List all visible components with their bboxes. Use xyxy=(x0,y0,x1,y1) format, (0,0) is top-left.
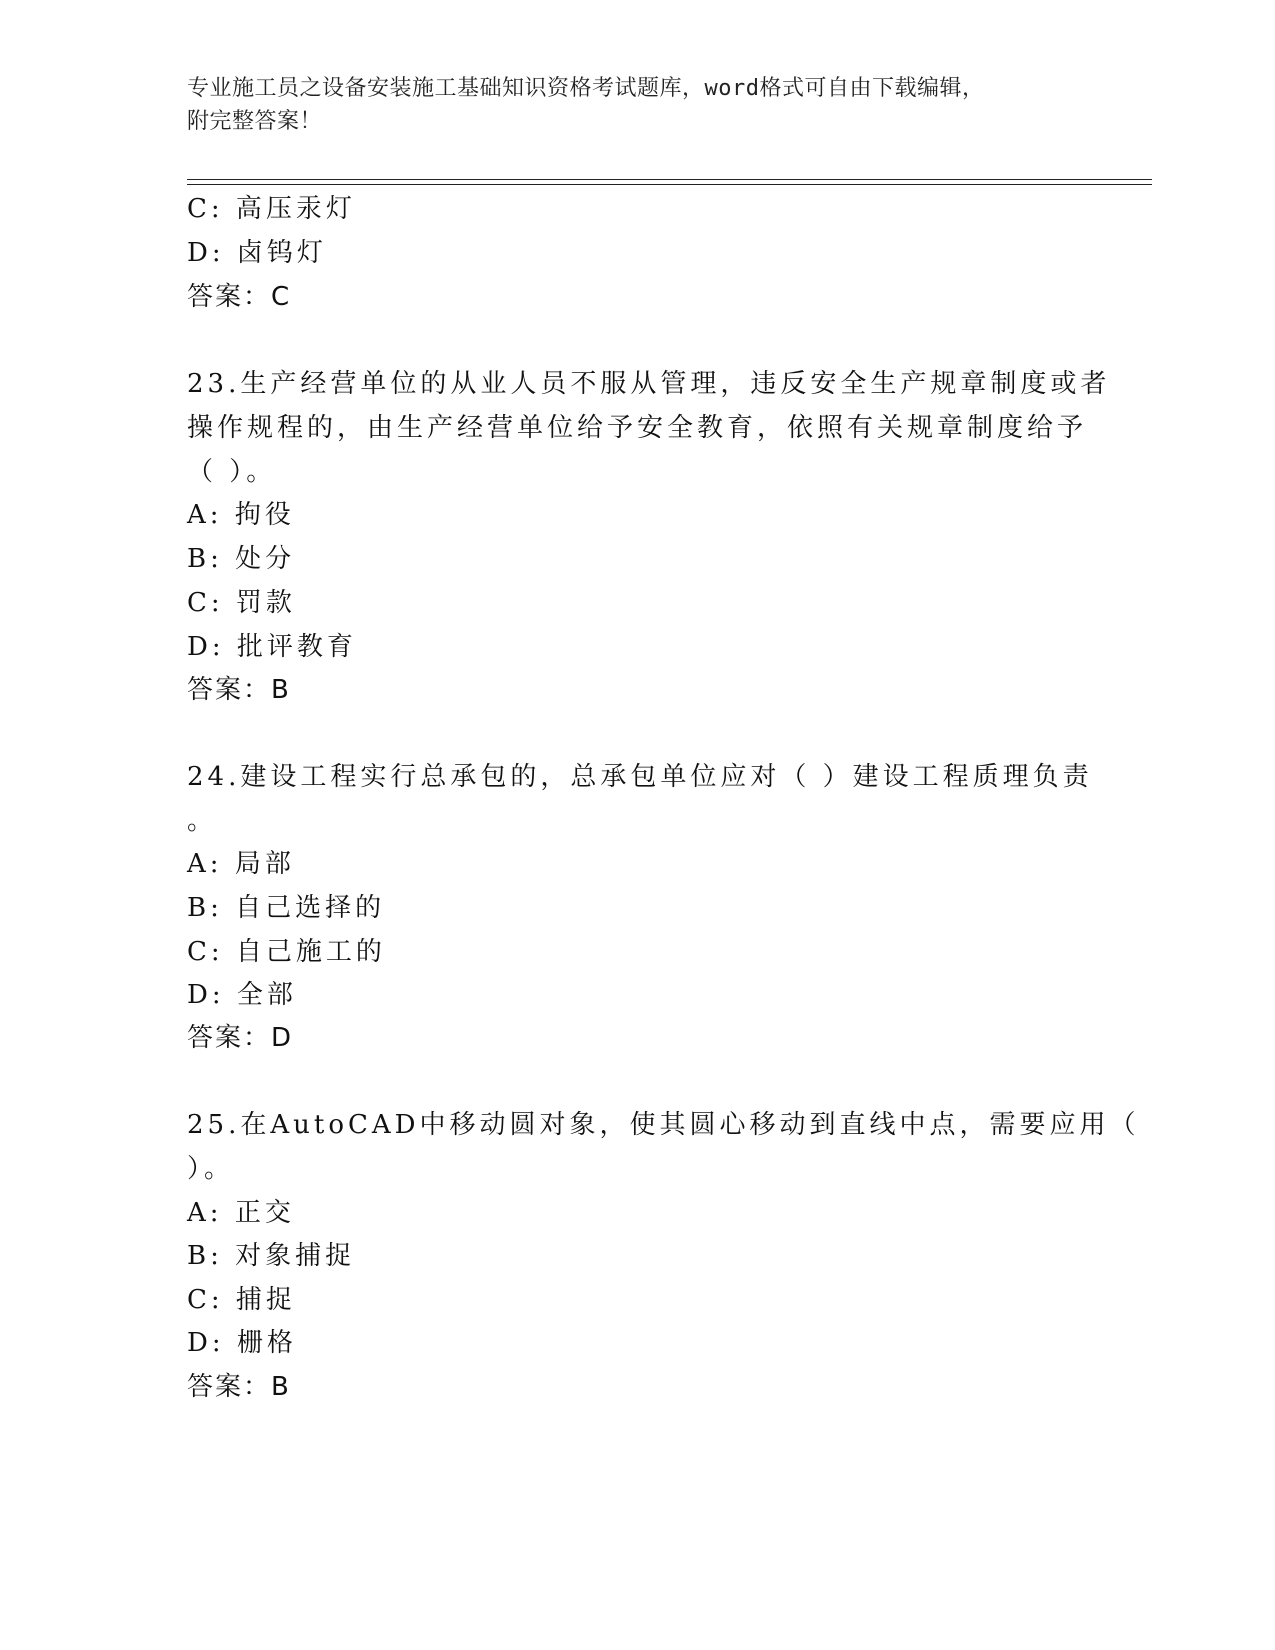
option-text: 批评教育 xyxy=(236,632,357,662)
answer: 答案：C xyxy=(187,282,292,312)
answer: 答案：B xyxy=(187,675,291,705)
option-text: 自己选择的 xyxy=(235,893,386,923)
question-23-line-1: 23.生产经营单位的从业人员不服从管理，违反安全生产规章制度或者 xyxy=(187,369,1111,399)
option-text: 全部 xyxy=(236,980,297,1010)
answer: 答案：B xyxy=(187,1372,291,1402)
option-label: C: xyxy=(187,588,224,618)
header-divider-bottom xyxy=(187,184,1152,185)
option-c xyxy=(187,586,296,620)
option-label: D: xyxy=(187,1328,225,1358)
option-text: 对象捕捉 xyxy=(235,1241,356,1271)
option-label: D: xyxy=(187,238,225,268)
option-b xyxy=(187,891,385,925)
option-text: 卤钨灯 xyxy=(236,238,327,268)
option-label: C: xyxy=(187,937,224,967)
option-text: 高压汞灯 xyxy=(235,194,356,224)
option-label: B: xyxy=(187,1241,223,1271)
option-a xyxy=(187,847,295,881)
option-label: C: xyxy=(187,194,224,224)
question-23-line-3: （ ）。 xyxy=(187,457,277,487)
header-line-2: 附完整答案！ xyxy=(187,109,323,134)
option-d xyxy=(187,978,297,1012)
option-label: D: xyxy=(187,980,225,1010)
option-d xyxy=(187,1326,297,1360)
option-label: B: xyxy=(187,893,223,923)
option-c xyxy=(187,935,386,969)
question-25-line-1: 25.在AutoCAD中移动圆对象，使其圆心移动到直线中点，需要应用（ xyxy=(187,1110,1140,1140)
option-text: 局部 xyxy=(234,849,295,879)
option-label: B: xyxy=(187,544,223,574)
question-23-line-2: 操作规程的，由生产经营单位给予安全教育，依照有关规章制度给予 xyxy=(187,413,1088,443)
question-24-line-2: 。 xyxy=(187,806,218,836)
option-text: 捕捉 xyxy=(235,1285,296,1315)
option-label: D: xyxy=(187,632,225,662)
header-divider-top xyxy=(187,179,1152,180)
answer: 答案：D xyxy=(187,1023,294,1053)
header-line-1: 专业施工员之设备安装施工基础知识资格考试题库，word格式可自由下载编辑， xyxy=(187,76,985,101)
option-text: 自己施工的 xyxy=(235,937,386,967)
question-25-line-2: ）。 xyxy=(187,1154,235,1184)
option-label: C: xyxy=(187,1285,224,1315)
question-24-line-1: 24.建设工程实行总承包的，总承包单位应对（ ）建设工程质理负责 xyxy=(187,762,1093,792)
option-label: A: xyxy=(187,500,223,530)
option-text: 拘役 xyxy=(234,500,295,530)
option-c xyxy=(187,192,356,226)
option-b xyxy=(187,542,295,576)
document-header xyxy=(187,72,1067,138)
option-text: 处分 xyxy=(235,544,296,574)
option-label: A: xyxy=(187,849,223,879)
option-text: 栅格 xyxy=(236,1328,297,1358)
option-text: 正交 xyxy=(234,1198,295,1228)
option-b xyxy=(187,1239,355,1273)
option-text: 罚款 xyxy=(235,588,296,618)
option-a xyxy=(187,498,295,532)
option-d xyxy=(187,236,327,270)
option-c xyxy=(187,1283,296,1317)
option-label: A: xyxy=(187,1198,223,1228)
option-d xyxy=(187,630,357,664)
option-a xyxy=(187,1196,295,1230)
